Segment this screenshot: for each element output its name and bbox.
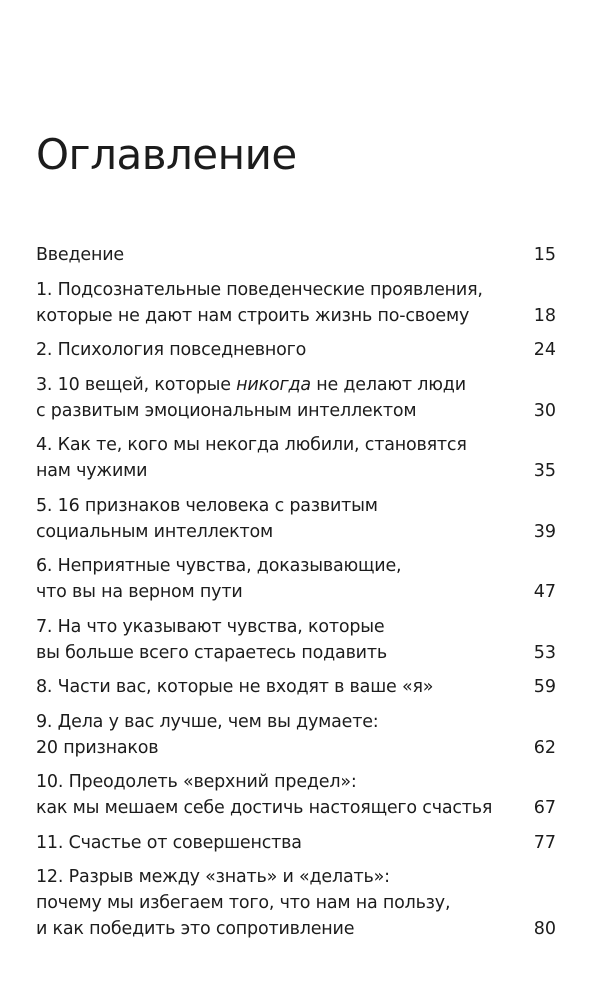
toc-emphasis: никогда	[236, 374, 311, 395]
toc-entry-line: 20 признаков	[36, 737, 159, 758]
toc-entry-line: 7. На что указывают чувства, которые	[36, 616, 385, 637]
toc-entry-line: социальным интеллектом	[36, 521, 274, 542]
toc-entry	[36, 830, 556, 856]
toc-entry	[36, 614, 556, 666]
toc-entry	[36, 553, 556, 605]
toc-entry-line: 6. Неприятные чувства, доказывающие,	[36, 556, 402, 576]
toc-entry-title	[36, 277, 483, 329]
toc-entry-line: как мы мешаем себе достичь настоящего счастья	[36, 798, 493, 818]
toc-entry	[36, 674, 556, 700]
toc-entry	[36, 277, 556, 329]
toc-entry-title	[36, 769, 492, 821]
toc-page-number: 39	[533, 521, 556, 542]
toc-entry-line: 2. Психология повседневного	[36, 340, 307, 360]
toc-page-number: 18	[533, 305, 556, 326]
toc-page-number: 30	[533, 400, 556, 421]
toc-entry-line: нам чужими	[36, 461, 148, 481]
toc-entry-title	[36, 432, 467, 484]
toc-page-number: 24	[533, 340, 556, 360]
toc-entry-title	[36, 242, 124, 268]
toc-entry-line: 11. Счастье от совершенства	[36, 832, 302, 853]
toc-entry-line: 5. 16 признаков человека с развитым	[36, 495, 378, 516]
toc-page-number: 53	[533, 642, 556, 663]
toc-entry	[36, 372, 556, 424]
table-of-contents	[36, 242, 556, 951]
toc-text-segment: не делают люди	[310, 374, 466, 395]
toc-entry-title	[36, 493, 378, 545]
toc-entry-line: вы больше всего стараетесь подавить	[36, 642, 387, 663]
toc-page-number: 15	[533, 245, 556, 265]
toc-entry-line: почему мы избегаем того, что нам на пользу,	[36, 893, 451, 913]
toc-entry-title	[36, 337, 306, 363]
toc-entry-title	[36, 709, 378, 761]
toc-entry-title	[36, 830, 302, 856]
toc-entry-line: которые не дают нам строить жизнь по-своему	[36, 305, 470, 326]
toc-entry-line: Введение	[36, 245, 124, 265]
toc-page-number: 35	[533, 461, 556, 481]
toc-entry-line: 1. Подсознательные поведенческие проявления,	[36, 279, 483, 300]
page-title: Оглавление	[36, 130, 297, 179]
toc-entry	[36, 493, 556, 545]
toc-entry-title	[36, 372, 466, 424]
toc-entry-title	[36, 864, 450, 942]
toc-entry-line: 10. Преодолеть «верхний предел»:	[36, 772, 357, 792]
toc-entry	[36, 709, 556, 761]
toc-entry-line: 4. Как те, кого мы некогда любили, становятся	[36, 435, 467, 455]
toc-page-number: 47	[533, 582, 556, 602]
toc-entry-line: что вы на верном пути	[36, 582, 243, 602]
toc-page-number: 59	[533, 677, 556, 697]
toc-page-number: 80	[533, 919, 556, 939]
toc-entry	[36, 337, 556, 363]
toc-page-number: 67	[533, 798, 556, 818]
toc-text-segment: 3. 10 вещей, которые	[36, 374, 237, 395]
toc-entry-line: 8. Части вас, которые не входят в ваше «я»	[36, 677, 434, 697]
toc-page-number: 77	[533, 832, 556, 853]
toc-entry-line: и как победить это сопротивление	[36, 919, 355, 939]
toc-entry	[36, 769, 556, 821]
toc-entry-title	[36, 553, 401, 605]
toc-entry	[36, 432, 556, 484]
toc-entry-line: 9. Дела у вас лучше, чем вы думаете:	[36, 711, 379, 732]
toc-entry	[36, 242, 556, 268]
toc-page-number: 62	[533, 737, 556, 758]
toc-entry-line	[36, 372, 466, 398]
toc-entry-title	[36, 674, 433, 700]
toc-entry-title	[36, 614, 387, 666]
toc-entry-line: 12. Разрыв между «знать» и «делать»:	[36, 867, 390, 887]
toc-entry	[36, 864, 556, 942]
toc-entry-line: с развитым эмоциональным интеллектом	[36, 400, 417, 421]
